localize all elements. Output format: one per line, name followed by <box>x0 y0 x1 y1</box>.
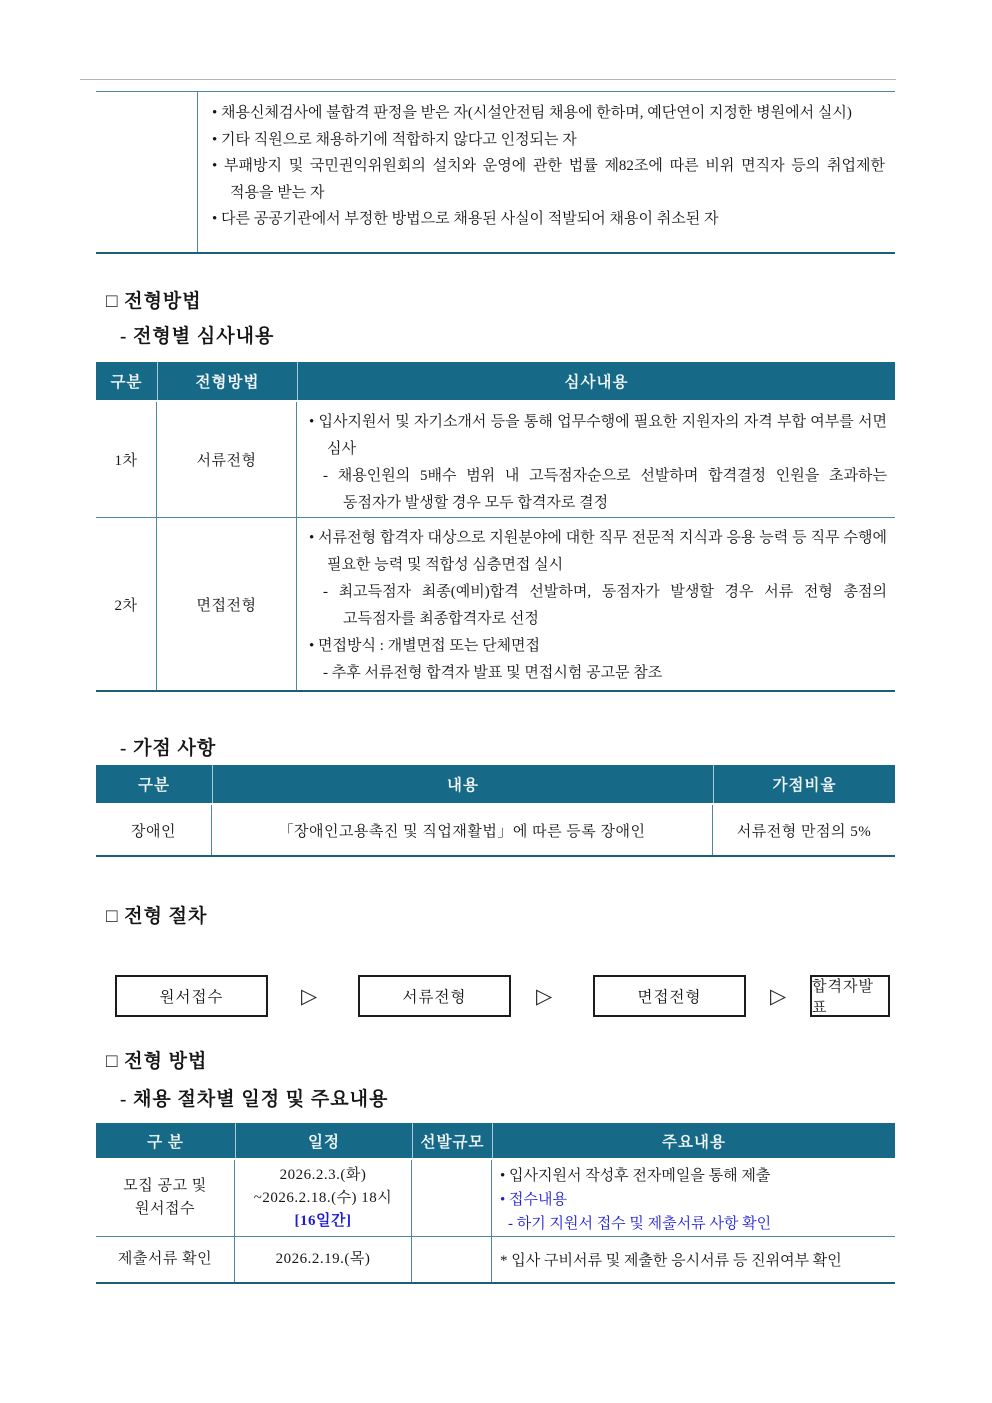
schedule-detail-cell <box>492 1160 895 1236</box>
detail-line: • 입사지원서 및 자기소개서 등을 통해 업무수행에 필요한 지원자의 자격 부합 여부를 서면 심사 <box>309 414 887 457</box>
column-header: 가점비율 <box>713 765 895 803</box>
table-row <box>96 1160 895 1236</box>
schedule-category-cell <box>96 1160 235 1236</box>
column-header: 내용 <box>212 765 713 803</box>
table-row <box>96 402 895 517</box>
column-header: 전형방법 <box>157 362 297 400</box>
page-cut-divider <box>80 79 896 80</box>
bonus-category-cell: 장애인 <box>96 805 212 855</box>
flow-step-interview: 면접전형 <box>593 975 746 1017</box>
schedule-detail-cell <box>492 1237 895 1282</box>
section-subtitle-bonus: - 가점 사항 <box>120 738 217 759</box>
bonus-table-body <box>96 805 895 857</box>
column-header: 구 분 <box>147 1133 184 1151</box>
disqualification-empty-label-cell <box>96 92 198 252</box>
disqualification-item: • 다른 공공기관에서 부정한 방법으로 채용된 사실이 적발되어 채용이 취소된 자 <box>212 211 719 227</box>
section-subtitle-screening-detail: - 전형별 심사내용 <box>120 326 275 347</box>
schedule-date-cell: 2026.2.19.(목) <box>235 1237 412 1282</box>
schedule-table <box>96 1123 895 1284</box>
section-subtitle-schedule: - 채용 절차별 일정 및 주요내용 <box>120 1089 389 1110</box>
category-line: 모집 공고 및 <box>123 1178 207 1194</box>
screening-table-header <box>96 362 895 400</box>
flow-step-document-screening: 서류전형 <box>358 975 511 1017</box>
disqualification-item: • 기타 직원으로 채용하기에 적합하지 않다고 인정되는 자 <box>212 131 577 148</box>
detail-line: * 입사 구비서류 및 제출한 응시서류 등 진위여부 확인 <box>500 1253 842 1269</box>
disqualification-item: • 부패방지 및 국민권익위원회의 설치와 운영에 관한 법률 제82조에 따른 비위 면직자 등의 취업제한 적용을 받는 자 <box>212 158 885 201</box>
schedule-scale-cell <box>412 1237 492 1282</box>
flow-step-announcement: 합격자발표 <box>810 975 890 1017</box>
detail-cell <box>297 518 895 690</box>
arrow-right-icon: ▷ <box>770 984 787 1008</box>
stage-cell: 1차 <box>96 402 157 517</box>
screening-table <box>96 362 895 692</box>
disqualification-table-fragment <box>96 91 895 254</box>
column-header: 구분 <box>138 777 170 794</box>
method-cell: 면접전형 <box>157 518 297 690</box>
column-header: 구분 <box>110 374 143 391</box>
schedule-scale-cell <box>412 1160 492 1236</box>
column-header: 심사내용 <box>297 362 895 400</box>
date-line: 2026.2.3.(화) <box>279 1166 367 1183</box>
schedule-table-body <box>96 1160 895 1284</box>
arrow-right-icon: ▷ <box>536 984 553 1008</box>
schedule-category-cell: 제출서류 확인 <box>96 1237 235 1282</box>
bonus-ratio-cell: 서류전형 만점의 5% <box>736 823 872 840</box>
section-title-procedure: □ 전형 절차 <box>106 906 208 927</box>
date-duration-highlight: [16일간] <box>294 1212 352 1229</box>
bonus-table <box>96 765 895 857</box>
stage-cell: 2차 <box>96 518 157 690</box>
disqualification-items-cell <box>198 92 895 252</box>
method-cell: 서류전형 <box>157 402 297 517</box>
detail-line: • 접수내용 <box>500 1191 567 1208</box>
detail-cell <box>297 402 895 517</box>
disqualification-item: • 채용신체검사에 불합격 판정을 받은 자(시설안전팀 채용에 한하며, 예단연이 지정한 병원에서 실시) <box>212 105 852 121</box>
detail-line: • 서류전형 합격자 대상으로 지원분야에 대한 직무 전문적 지식과 응용 능력 등 직무 수행에 필요한 능력 및 적합성 심층면접 실시 <box>309 530 887 573</box>
date-line: ~2026.2.18.(수) 18시 <box>253 1189 393 1206</box>
column-header: 주요내용 <box>492 1123 895 1158</box>
bonus-table-header <box>96 765 895 803</box>
schedule-table-header <box>96 1123 895 1158</box>
detail-line: - 채용인원의 5배수 범위 내 고득점자순으로 선발하며 합격결정 인원을 초과하는 동점자가 발생할 경우 모두 합격자로 결정 <box>323 468 887 511</box>
table-row <box>96 517 895 690</box>
bonus-content-cell: 「장애인고용촉진 및 직업재활법」에 따른 등록 장애인 <box>212 805 713 855</box>
detail-line: • 입사지원서 작성후 전자메일을 통해 제출 <box>500 1167 771 1184</box>
table-row <box>96 1236 895 1282</box>
detail-line: - 추후 서류전형 합격자 발표 및 면접시험 공고문 참조 <box>323 665 663 681</box>
column-header: 일정 <box>235 1123 412 1158</box>
section-title-screening-method: □ 전형방법 <box>106 291 202 312</box>
column-header: 선발규모 <box>412 1123 492 1158</box>
flow-step-application: 원서접수 <box>115 975 268 1017</box>
table-row <box>96 805 895 855</box>
detail-line: - 하기 지원서 접수 및 제출서류 사항 확인 <box>508 1215 772 1232</box>
schedule-date-cell <box>235 1160 412 1236</box>
section-title-schedule-method: □ 전형 방법 <box>106 1051 208 1072</box>
detail-line: - 최고득점자 최종(예비)합격 선발하며, 동점자가 발생할 경우 서류 전형 총점의 고득점자를 최종합격자로 선정 <box>323 584 887 627</box>
category-line: 원서접수 <box>135 1201 195 1217</box>
screening-table-body <box>96 402 895 692</box>
arrow-right-icon: ▷ <box>301 984 318 1008</box>
detail-line: • 면접방식 : 개별면접 또는 단체면접 <box>309 638 541 654</box>
